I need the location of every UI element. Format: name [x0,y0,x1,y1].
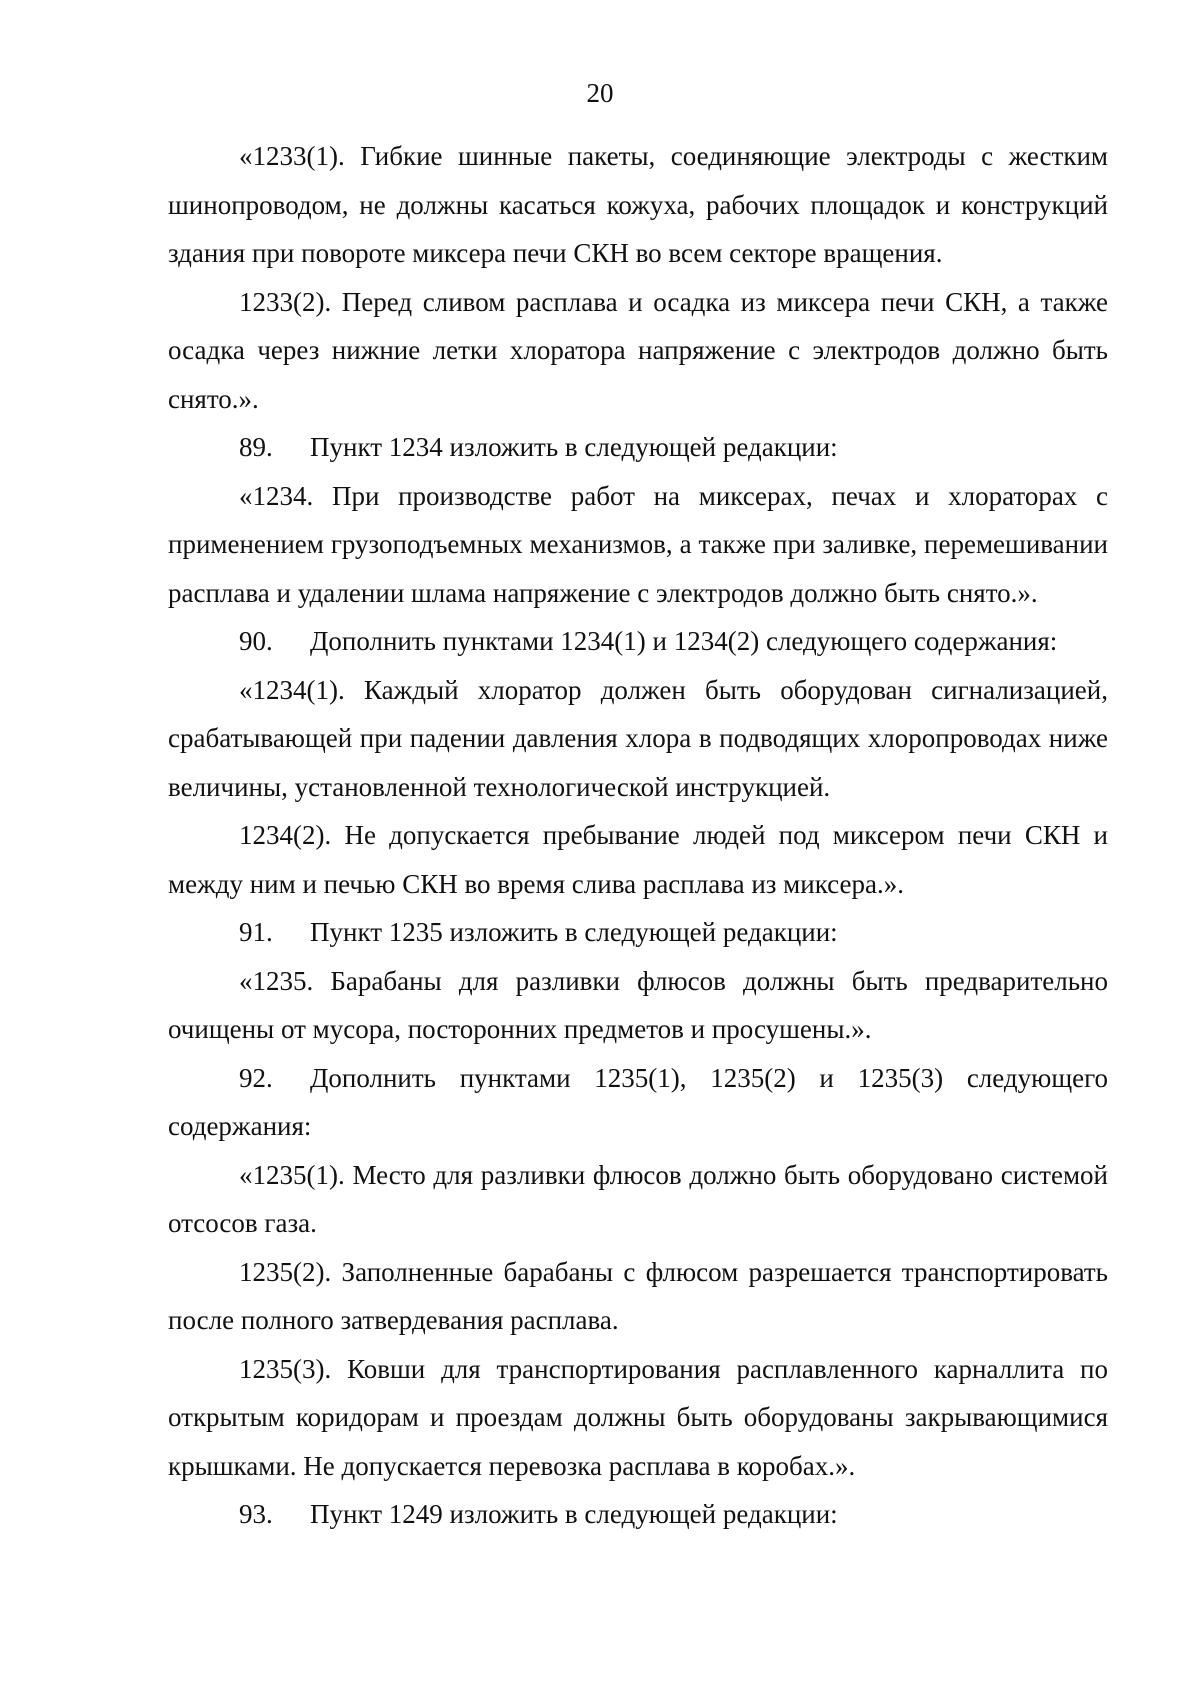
document-body [168,132,1108,1539]
paragraph-1234-1: «1234(1). Каждый хлоратор должен быть оборудован сигнализацией, срабатывающей при падении давления хлора в подводящих хлоропроводах ниже величины, установленной технологической инструкцией. [168,674,1108,802]
paragraph-1235-2: 1235(2). Заполненные барабаны с флюсом разрешается транспортировать после полного затвердевания расплава. [168,1256,1108,1335]
item-number: 92. [239,1062,273,1093]
paragraph-1233-2: 1233(2). Перед сливом расплава и осадка из миксера печи СКН, а также осадка через нижние летки хлоратора напряжение с электродов должно быть снято.». [168,286,1108,414]
page-number: 20 [586,78,614,108]
paragraph-1234-2: 1234(2). Не допускается пребывание людей под миксером печи СКН и между ним и печью СКН во время слива расплава из миксера.». [168,820,1108,899]
item-number: 90. [239,626,273,656]
paragraph-1235-3: 1235(3). Ковши для транспортирования расплавленного карналлита по открытым коридорам и проездам должны быть оборудованы закрывающимися крышками. Не допускается перевозка расплава в коробах.». [168,1353,1108,1481]
item-89 [168,423,1108,472]
item-text: Пункт 1249 изложить в следующей редакции: [310,1499,838,1529]
item-text: Дополнить пунктами 1234(1) и 1234(2) следующего содержания: [310,626,1058,656]
item-number: 93. [239,1499,273,1529]
paragraph-1233-1: «1233(1). Гибкие шинные пакеты, соединяющие электроды с жестким шинопроводом, не должны касаться кожуха, рабочих площадок и конструкций здания при повороте миксера печи СКН во всем секторе вращения. [168,141,1108,268]
paragraph-1235: «1235. Барабаны для разливки флюсов должны быть предварительно очищены от мусора, посторонних предметов и просушены.». [168,965,1108,1044]
item-90 [168,617,1108,666]
item-number: 89. [239,432,273,462]
item-number: 91. [239,917,273,947]
item-91 [168,908,1108,957]
item-93 [168,1490,1108,1539]
item-text: Пункт 1235 изложить в следующей редакции: [310,917,838,947]
paragraph-1235-1: «1235(1). Место для разливки флюсов должно быть оборудовано системой отсосов газа. [168,1159,1108,1238]
item-text: Дополнить пунктами 1235(1), 1235(2) и 1235(3) следующего содержания: [168,1062,1108,1141]
item-text: Пункт 1234 изложить в следующей редакции: [310,432,838,462]
paragraph-1234: «1234. При производстве работ на миксерах, печах и хлораторах с применением грузоподъемных механизмов, а также при заливке, перемешивании расплава и удалении шлама напряжение с электродов должно быть снято.». [168,480,1108,608]
item-92 [168,1054,1108,1151]
